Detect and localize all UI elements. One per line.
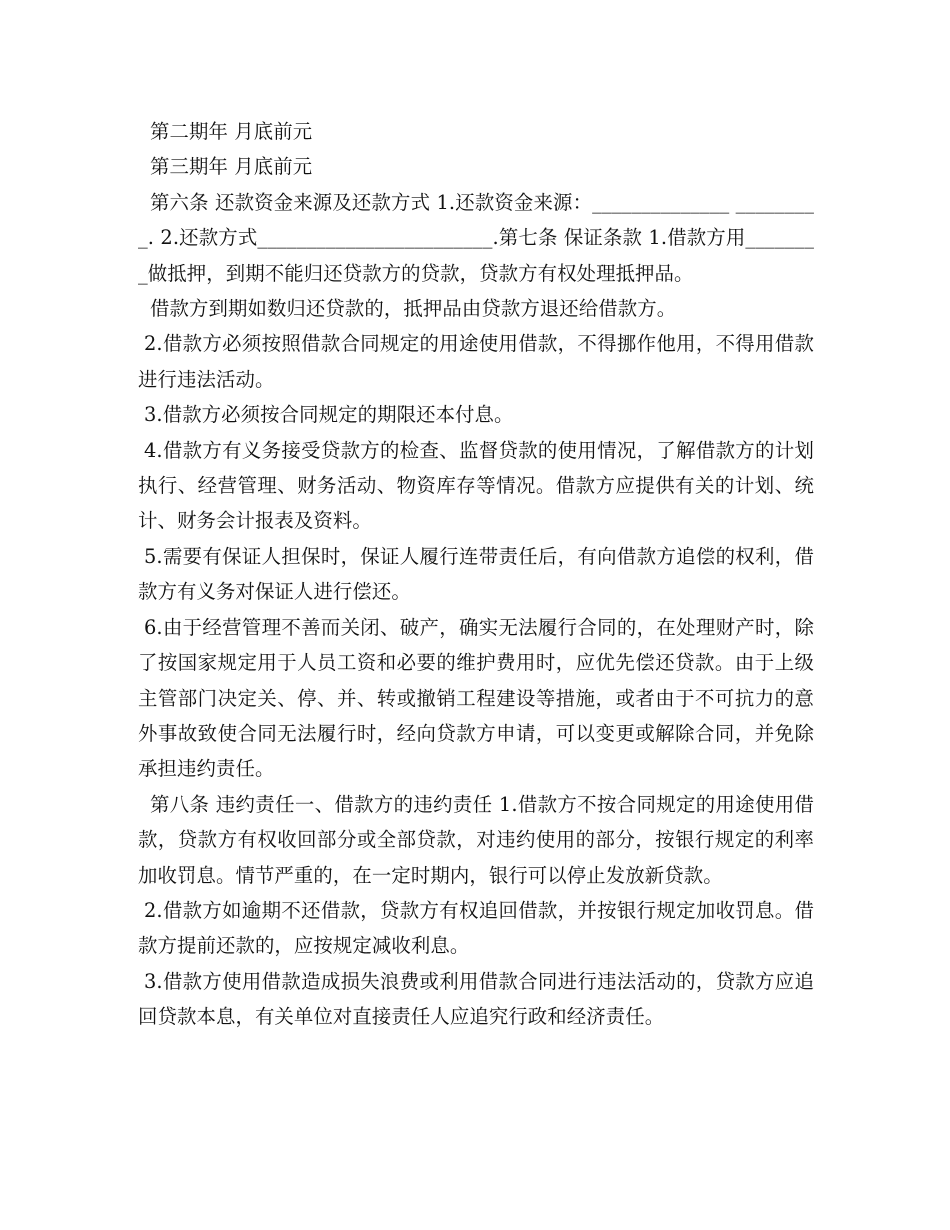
- paragraph-breach-3: 3.借款方使用借款造成损失浪费或利用借款合同进行违法活动的，贷款方应追回贷款本息，有关单位对直接责任人应追究行政和经济责任。: [138, 969, 814, 1029]
- paragraph-clause-6: 6.由于经营管理不善而关闭、破产，确实无法履行合同的，在处理财产时，除了按国家规定用于人员工资和必要的维护费用时，应优先偿还贷款。由于上级主管部门决定关、停、并、转或撤销工程建设等措施，或者由于不可抗力的意外事故致使合同无法履行时，经向贷款方申请，可以变更或解除合同，并免除承担违约责任。: [138, 615, 814, 781]
- paragraph-installment-3: 第三期年 月底前元: [150, 155, 313, 179]
- paragraph-clause-3: 3.借款方必须按合同规定的期限还本付息。: [144, 403, 514, 427]
- paragraph-breach-2: 2.借款方如逾期不还借款，贷款方有权追回借款，并按银行规定加收罚息。借款方提前还款的，应按规定减收利息。: [138, 898, 814, 958]
- paragraph-installment-2: 第二期年 月底前元: [150, 120, 313, 143]
- paragraph-collateral-return: 借款方到期如数归还贷款的，抵押品由贷款方退还给借款方。: [150, 297, 677, 321]
- paragraph-article-6-7: 第六条 还款资金来源及还款方式 1.还款资金来源：______________ _________. 2.还款方式________________________.第七条 保证条款 1.借款方用________做抵押，到期不能归还贷款方的贷款，贷款方有权处理抵押品。: [138, 190, 814, 285]
- document-body: [138, 114, 814, 1035]
- paragraph-article-8: 第八条 违约责任一、借款方的违约责任 1.借款方不按合同规定的用途使用借款，贷款方有权收回部分或全部贷款，对违约使用的部分，按银行规定的利率加收罚息。情节严重的，在一定时期内，银行可以停止发放新贷款。: [138, 792, 814, 887]
- paragraph-clause-4: 4.借款方有义务接受贷款方的检查、监督贷款的使用情况，了解借款方的计划执行、经营管理、财务活动、物资库存等情况。借款方应提供有关的计划、统计、财务会计报表及资料。: [138, 438, 814, 533]
- paragraph-clause-5: 5.需要有保证人担保时，保证人履行连带责任后，有向借款方追偿的权利，借款方有义务对保证人进行偿还。: [138, 544, 814, 604]
- paragraph-clause-2: 2.借款方必须按照借款合同规定的用途使用借款，不得挪作他用，不得用借款进行违法活动。: [138, 332, 814, 391]
